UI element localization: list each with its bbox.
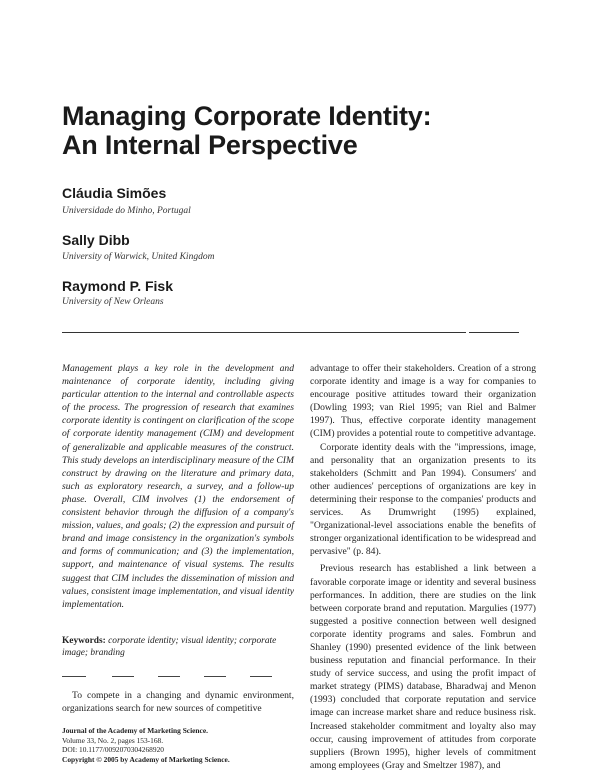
copyright: Copyright © 2005 by Academy of Marketing Science. xyxy=(62,754,230,764)
section-divider xyxy=(204,676,226,677)
doi: DOI: 10.1177/0092070304268920 xyxy=(62,745,164,755)
journal-name: Journal of the Academy of Marketing Science. xyxy=(62,726,208,735)
publication-footnote xyxy=(62,726,302,764)
section-divider xyxy=(158,676,180,677)
abstract-text: Management plays a key role in the development and maintenance of corporate identity, including giving particular attention to the internal and controllable aspects of the process. The progression of research that examines corporate identity is contingent on clarification of the scope of corporate identity management (CIM) and development of generalizable and applicable measures of the construct. This study develops an interdisciplinary measure of the CIM construct by drawing on the literature and primary data, such as exploratory research, a survey, and a follow-up phase. Overall, CIM involves (1) the endorsement of consistent behavior through the diffusion of a company's mission, values, and goals; (2) the expression and pursuit of brand and image consistency in the organization's symbols and forms of communication; and (3) the implementation, support, and maintenance of visual systems. The results suggest that CIM includes the dissemination of mission and values, consistent image implementation, and visual identity implementation. xyxy=(62,363,294,610)
author-affiliation: University of New Orleans xyxy=(62,297,164,307)
header-rule xyxy=(62,332,466,333)
body-paragraph: Corporate identity deals with the "impressions, image, and personality that an organization presents to its stakeholders (Schmitt and Pan 1994). Consumers' and other audiences' perceptions of organizations are key in determining their response to the companies' products and services. As Drumwright (1995) explained, "Organizational-level associations enable the benefits of stronger organizational identification to be widespread and pervasive" (p. 84). xyxy=(310,441,536,558)
section-divider xyxy=(62,676,86,677)
body-paragraph: advantage to offer their stakeholders. Creation of a strong corporate identity and image is a way for companies to encourage positive attitudes toward their organization (Dowling 1993; van Riel 1995; van Riel and Balmer 1997). Thus, effective corporate identity management (CIM) provides a potential route to competitive advantage. xyxy=(310,363,536,440)
author-name: Raymond P. Fisk xyxy=(62,278,174,294)
author-name: Sally Dibb xyxy=(62,232,130,248)
article-title xyxy=(62,102,522,160)
section-divider xyxy=(250,676,272,677)
keywords xyxy=(62,635,294,659)
right-column xyxy=(310,362,536,772)
abstract xyxy=(62,362,294,611)
intro-left-column xyxy=(62,689,294,715)
volume-info: Volume 33, No. 2, pages 153-168. xyxy=(62,735,164,745)
header-rule-short xyxy=(469,332,519,333)
intro-paragraph: To compete in a changing and dynamic environment, organizations search for new sources of competitive xyxy=(62,690,294,715)
author-affiliation: Universidade do Minho, Portugal xyxy=(62,206,191,216)
body-paragraph: Previous research has established a link between a favorable corporate image or identity and several business performances. In addition, there are studies on the link between corporate brand and reputation. Margulies (1977) suggested a positive connection between well designed corporate identity programs and sales. Fombrun and Shanley (1990) presented evidence of the link between business reputation and financial performance. In their study of service success, and using the profit impact of market strategy (PIMS) database, Bharadwaj and Menon (1993) concluded that corporate reputation and service image can increase market share and reduce business risk. Increased stakeholder commitment and loyalty also may occur, causing improvement of attitudes from corporate suppliers (Brown 1995), higher levels of commitment among employees (Gray and Smeltzer 1987), and xyxy=(310,563,536,771)
keywords-value: corporate identity; visual identity; corporate image; branding xyxy=(62,636,277,658)
keywords-label: Keywords: xyxy=(62,636,106,646)
author-affiliation: University of Warwick, United Kingdom xyxy=(62,252,215,262)
author-name: Cláudia Simões xyxy=(62,185,167,201)
section-divider xyxy=(112,676,134,677)
title-line-2: An Internal Perspective xyxy=(62,130,358,160)
title-line-1: Managing Corporate Identity: xyxy=(62,101,432,131)
